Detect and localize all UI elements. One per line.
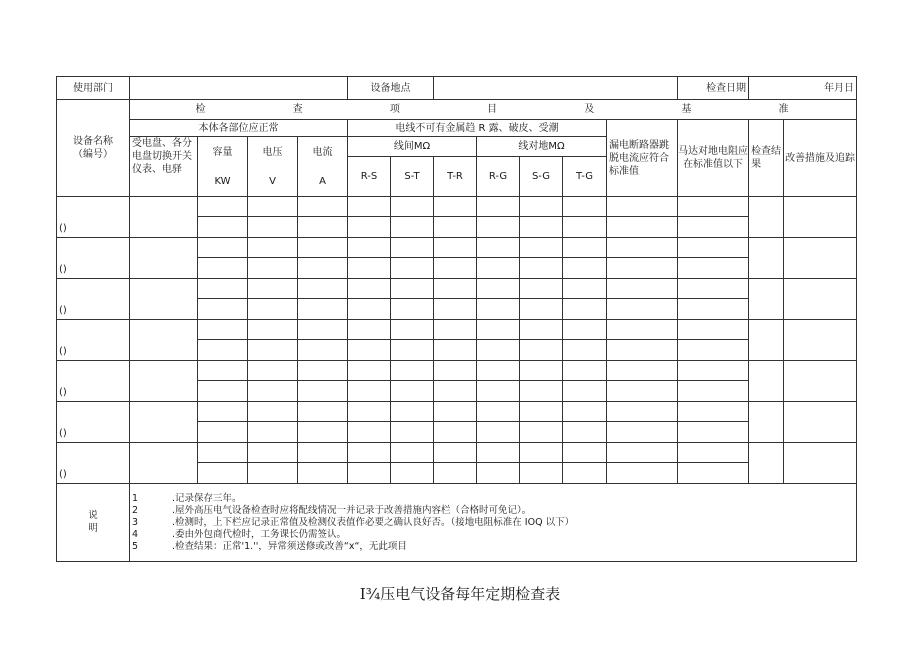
sg-header: S-G [520,157,563,197]
measurement-cell[interactable] [348,279,391,299]
measurement-cell[interactable] [248,217,298,238]
measurement-cell[interactable] [391,217,434,238]
measurement-cell[interactable] [434,299,477,320]
measurement-cell[interactable] [198,443,248,463]
measurement-cell[interactable] [434,197,477,217]
measurement-cell[interactable] [563,279,607,299]
measurement-cell[interactable] [298,340,348,361]
inspection-form-table [56,76,857,562]
inspection-items-header: 检 查 项 目 及 基 准 [130,100,857,120]
measurement-cell[interactable] [198,279,248,299]
measurement-cell[interactable] [248,463,298,484]
measurement-cell[interactable] [348,443,391,463]
measurement-cell[interactable] [678,361,749,381]
measurement-cell[interactable] [563,422,607,443]
dept-value[interactable] [130,77,348,100]
result-cell[interactable] [749,402,784,443]
measurement-cell[interactable] [298,197,348,217]
measurement-cell[interactable] [348,340,391,361]
measurement-cell[interactable] [248,422,298,443]
measurement-cell[interactable] [520,340,563,361]
measurement-cell[interactable] [434,381,477,402]
notes-label: 说明 [57,484,130,562]
measurement-cell[interactable] [391,443,434,463]
measurement-cell[interactable] [248,279,298,299]
measurement-cell[interactable] [563,197,607,217]
date-value[interactable]: 年月日 [749,77,857,100]
notes-content [130,484,857,562]
note-number: 3 [132,516,139,528]
measurement-cell[interactable] [198,361,248,381]
measurement-cell[interactable] [298,361,348,381]
measurement-cell[interactable] [607,279,678,299]
measurement-cell[interactable] [563,381,607,402]
measurement-cell[interactable] [477,443,520,463]
measurement-cell[interactable] [607,361,678,381]
measurement-cell[interactable] [198,238,248,258]
date-label: 检查日期 [678,77,749,100]
measurement-cell[interactable] [198,340,248,361]
capacity-header [198,137,248,197]
equipment-id-cell[interactable]: () [57,361,130,402]
measurement-cell[interactable] [434,402,477,422]
measurement-cell[interactable] [563,463,607,484]
measurement-cell[interactable] [348,197,391,217]
measurement-cell[interactable] [198,381,248,402]
note-text: .检测时，上下栏应记录正常值及检测仪表值作必要之确认良好否。（接地电阻标准在 IOQ 以下） [172,516,575,528]
measurement-cell[interactable] [348,463,391,484]
measurement-cell[interactable] [477,279,520,299]
measurement-cell[interactable] [434,340,477,361]
measurement-cell[interactable] [477,340,520,361]
measurement-cell[interactable] [248,361,298,381]
measurement-cell[interactable] [298,443,348,463]
measurement-cell[interactable] [520,320,563,340]
measurement-cell[interactable] [248,197,298,217]
measurement-cell[interactable] [678,258,749,279]
equipment-name-header [57,100,130,197]
measurement-cell[interactable] [678,299,749,320]
measurement-cell[interactable] [678,197,749,217]
measurement-cell[interactable] [391,361,434,381]
notes-list [130,493,856,553]
current-header [298,137,348,197]
measurement-cell[interactable] [348,258,391,279]
capacity-label: 容量 [212,146,233,158]
note-number: 1 [132,492,139,504]
panel-cell[interactable] [130,443,198,484]
measurement-cell[interactable] [198,463,248,484]
note-item [130,517,856,529]
measurement-cell[interactable] [607,443,678,463]
tg-header: T-G [563,157,607,197]
measurement-cell[interactable] [607,258,678,279]
measurement-cell[interactable] [298,238,348,258]
panel-cell[interactable] [130,279,198,320]
measurement-cell[interactable] [298,402,348,422]
equipment-name-label: 设备名称 [73,136,113,147]
equipment-id-cell[interactable]: () [57,402,130,443]
measurement-cell[interactable] [520,381,563,402]
measurement-cell[interactable] [298,217,348,238]
measurement-cell[interactable] [678,340,749,361]
improvement-cell[interactable] [784,361,857,402]
panel-header: 受电盘、各分电盘切换开关仪表、电驿 [130,137,198,197]
measurement-cell[interactable] [391,463,434,484]
result-cell[interactable] [749,197,784,238]
measurement-cell[interactable] [391,299,434,320]
measurement-cell[interactable] [198,299,248,320]
measurement-cell[interactable] [607,402,678,422]
measurement-cell[interactable] [607,299,678,320]
measurement-cell[interactable] [198,197,248,217]
note-text: .屋外高压电气设备检查时应将配线情况一并记录于改善措施内容栏（合格时可免记）。 [172,504,532,516]
table-row [57,361,857,381]
equipment-id-cell[interactable]: () [57,279,130,320]
measurement-cell[interactable] [248,381,298,402]
improvement-cell[interactable] [784,238,857,279]
measurement-cell[interactable] [348,361,391,381]
measurement-cell[interactable] [607,463,678,484]
measurement-cell[interactable] [678,238,749,258]
measurement-cell[interactable] [563,340,607,361]
result-cell[interactable] [749,361,784,402]
measurement-cell[interactable] [391,238,434,258]
equipment-id-cell[interactable]: () [57,197,130,238]
measurement-cell[interactable] [520,197,563,217]
measurement-cell[interactable] [678,463,749,484]
measurement-cell[interactable] [520,463,563,484]
measurement-cell[interactable] [248,340,298,361]
measurement-cell[interactable] [563,258,607,279]
measurement-cell[interactable] [520,279,563,299]
measurement-cell[interactable] [607,197,678,217]
dept-label: 使用部门 [57,77,130,100]
measurement-cell[interactable] [298,320,348,340]
improvement-cell[interactable] [784,443,857,484]
measurement-cell[interactable] [391,197,434,217]
voltage-unit: V [269,175,276,187]
measurement-cell[interactable] [607,217,678,238]
measurement-cell[interactable] [248,402,298,422]
note-item [130,493,856,505]
tr-header: T-R [434,157,477,197]
location-value[interactable] [434,77,678,100]
improvement-cell[interactable] [784,402,857,443]
motor-ground-header: 马达对地电阻应在标准值以下 [678,120,749,197]
note-number: 5 [132,540,139,552]
measurement-cell[interactable] [477,197,520,217]
note-number: 4 [132,528,139,540]
table-row [57,320,857,340]
wire-insulation-header: 电线不可有金属趋 R 露、破皮、受潮 [348,120,607,137]
current-unit: A [319,175,326,187]
measurement-cell[interactable] [391,258,434,279]
measurement-cell[interactable] [563,443,607,463]
equipment-id-cell[interactable]: () [57,443,130,484]
improvement-cell[interactable] [784,279,857,320]
measurement-cell[interactable] [198,217,248,238]
measurement-cell[interactable] [678,381,749,402]
measurement-cell[interactable] [391,422,434,443]
measurement-cell[interactable] [248,320,298,340]
measurement-cell[interactable] [477,258,520,279]
panel-cell[interactable] [130,402,198,443]
header-row [57,77,857,100]
measurement-cell[interactable] [391,279,434,299]
panel-cell[interactable] [130,361,198,402]
measurement-cell[interactable] [434,320,477,340]
measurement-cell[interactable] [348,381,391,402]
form-title: I¾压电气设备每年定期检查表 [359,585,561,603]
measurement-cell[interactable] [607,320,678,340]
table-row [57,238,857,258]
measurement-cell[interactable] [477,299,520,320]
measurement-cell[interactable] [520,361,563,381]
measurement-cell[interactable] [298,422,348,443]
result-cell[interactable] [749,320,784,361]
measurement-cell[interactable] [348,217,391,238]
measurement-cell[interactable] [563,238,607,258]
measurement-cell[interactable] [678,402,749,422]
measurement-cell[interactable] [563,361,607,381]
measurement-cell[interactable] [198,422,248,443]
current-label: 电流 [312,146,333,158]
panel-cell[interactable] [130,320,198,361]
measurement-cell[interactable] [248,258,298,279]
improvement-cell[interactable] [784,197,857,238]
table-row [57,402,857,422]
measurement-cell[interactable] [434,258,477,279]
result-cell[interactable] [749,279,784,320]
measurement-cell[interactable] [607,381,678,402]
measurement-cell[interactable] [477,361,520,381]
measurement-cell[interactable] [434,238,477,258]
measurement-cell[interactable] [248,299,298,320]
measurement-cell[interactable] [298,258,348,279]
line-to-line-header: 线间MΩ [348,137,477,157]
note-text: .记录保存三年。 [172,492,242,504]
measurement-cell[interactable] [391,340,434,361]
measurement-cell[interactable] [298,299,348,320]
measurement-cell[interactable] [477,320,520,340]
equipment-id-cell[interactable]: () [57,238,130,279]
measurement-cell[interactable] [198,320,248,340]
measurement-cell[interactable] [391,381,434,402]
panel-cell[interactable] [130,238,198,279]
equipment-rows [57,197,857,484]
measurement-cell[interactable] [563,402,607,422]
rg-header: R-G [477,157,520,197]
location-label: 设备地点 [348,77,434,100]
measurement-cell[interactable] [520,402,563,422]
measurement-cell[interactable] [607,340,678,361]
measurement-cell[interactable] [607,238,678,258]
measurement-cell[interactable] [348,402,391,422]
measurement-cell[interactable] [248,238,298,258]
measurement-cell[interactable] [477,422,520,443]
leakage-breaker-header: 漏电断路器跳脱电流应符合标准值 [607,120,678,197]
measurement-cell[interactable] [563,217,607,238]
measurement-cell[interactable] [434,422,477,443]
body-parts-header: 本体各部位应正常 [130,120,348,137]
table-row [57,443,857,463]
measurement-cell[interactable] [298,381,348,402]
measurement-cell[interactable] [434,443,477,463]
measurement-cell[interactable] [198,258,248,279]
equipment-no-label: （编号） [73,149,113,160]
note-item [130,505,856,517]
measurement-cell[interactable] [607,422,678,443]
measurement-cell[interactable] [520,422,563,443]
result-header: 检查结果 [749,120,784,197]
measurement-cell[interactable] [434,463,477,484]
measurement-cell[interactable] [477,238,520,258]
measurement-cell[interactable] [298,279,348,299]
result-cell[interactable] [749,443,784,484]
rs-header: R-S [348,157,391,197]
measurement-cell[interactable] [678,443,749,463]
measurement-cell[interactable] [520,443,563,463]
capacity-unit: KW [214,175,231,187]
measurement-cell[interactable] [520,238,563,258]
measurement-cell[interactable] [678,279,749,299]
measurement-cell[interactable] [434,279,477,299]
measurement-cell[interactable] [348,422,391,443]
measurement-cell[interactable] [248,443,298,463]
improvement-cell[interactable] [784,320,857,361]
note-item [130,541,856,553]
st-header: S-T [391,157,434,197]
improvement-header: 改善措施及追踪 [784,120,857,197]
measurement-cell[interactable] [348,299,391,320]
note-item [130,529,856,541]
measurement-cell[interactable] [563,299,607,320]
table-row [57,197,857,217]
note-text: .检查结果：正常'1.''，异常须送修或改善“x“，无此项目 [172,540,407,552]
measurement-cell[interactable] [563,320,607,340]
measurement-cell[interactable] [198,402,248,422]
measurement-cell[interactable] [391,320,434,340]
measurement-cell[interactable] [678,217,749,238]
measurement-cell[interactable] [391,402,434,422]
table-row [57,279,857,299]
note-number: 2 [132,504,139,516]
measurement-cell[interactable] [678,422,749,443]
equipment-id-cell[interactable]: () [57,320,130,361]
measurement-cell[interactable] [520,299,563,320]
measurement-cell[interactable] [520,217,563,238]
measurement-cell[interactable] [298,463,348,484]
note-text: .委由外包商代检时，工务课长仍需签认。 [172,528,347,540]
voltage-header [248,137,298,197]
result-cell[interactable] [749,238,784,279]
measurement-cell[interactable] [477,463,520,484]
voltage-label: 电压 [262,146,283,158]
measurement-cell[interactable] [520,258,563,279]
panel-cell[interactable] [130,197,198,238]
line-to-ground-header: 线对地MΩ [477,137,607,157]
measurement-cell[interactable] [477,402,520,422]
measurement-cell[interactable] [477,217,520,238]
measurement-cell[interactable] [434,217,477,238]
measurement-cell[interactable] [348,320,391,340]
measurement-cell[interactable] [348,238,391,258]
measurement-cell[interactable] [434,361,477,381]
measurement-cell[interactable] [678,320,749,340]
measurement-cell[interactable] [477,381,520,402]
